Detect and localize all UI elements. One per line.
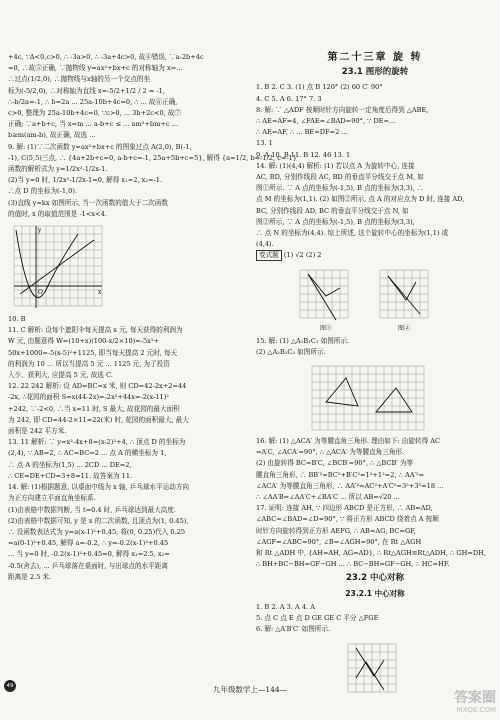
text-line: ∠ABC=∠BAD=∠D=90°, ∵ 将正方形 ABCD 绕着点 A 按顺 <box>256 515 439 524</box>
text-line: AC, BD, 分别作线段 AC, BD 的垂直平分线交于点 M, 如 <box>256 173 424 182</box>
text-line: (3)直线 y=kx 如图所示, 当一次函数的值大于二次函数 <box>8 198 168 207</box>
text-line: 10. B <box>8 315 26 324</box>
text-line: 为 242, 即 CD=44-2×11=22(米) 时, 花园的面积最大, 最大 <box>8 415 189 424</box>
page-badge: 49 <box>4 680 16 692</box>
text-line: b≥m(am-b), 故正确, 故选 ... <box>8 131 96 140</box>
text-line: 14. 解: (1)根据题意, 以桌面中线为 x 轴, 乒乓球水平运动方向 <box>8 483 190 492</box>
text-line: 图②所示, ∵ A 点的坐标为(-1,5), B 点的坐标为(3,3), <box>256 217 415 226</box>
text-line: (2) 由旋转得 BC=B′C, ∠BCB′=90°, ∴ △BCB′ 为等 <box>256 459 414 468</box>
text-line: 17. 证明: 连接 AH, ∵ 四边形 ABCD 是正方形, ∴ AB=AD, <box>256 504 433 513</box>
chapter-title: 第二十三章 旋 转 <box>327 52 423 63</box>
watermark-logo <box>406 690 496 718</box>
rotation-figures-svg <box>256 266 494 332</box>
text-line: (4,4). <box>256 240 274 249</box>
text-line: 正确; ∵a+b+c, 当 x=m ... a-b+c ≤ ... am²+bm+c ... <box>8 120 178 129</box>
x-axis-label: x <box>98 289 102 297</box>
section2-title: 23.2 中心对称 <box>346 572 404 583</box>
text-line: +242, ∵-2<0, ∴当 x=11 时, S 最大, 故花园的最大面积 <box>8 404 180 413</box>
text-line: ∴ 设函数表达式为 y=a(x-1)²+0.45, 将(0, 0.25)代入 0.25 <box>8 527 186 536</box>
text-line: (1)由表格中数据判断, 当 t=0.4 时, 乒乓球达到最大高度. <box>8 505 176 514</box>
parabola-curve <box>16 230 78 298</box>
footer-page-label: 九年级数学上—144— <box>212 685 288 694</box>
text-line: ∠AGF=∠ABC=90°, ∠B=∠AGH=90°, 在 Rt △AGH <box>256 537 422 546</box>
answer-lines-b <box>256 436 494 570</box>
watermark-url: MXQE.COM <box>456 706 496 714</box>
answer-lines-c <box>256 602 494 636</box>
text-line: 点 M 的坐标为(1,1). (2) 如图②所示, 点 A 的对应点为 D 时, 连接 AD, <box>256 195 465 204</box>
text-line: (2)由表格中数据可知, y 是 x 的二次函数, 且顶点为(1, 0.45), <box>8 516 189 525</box>
text-line: 1. B 2. C 3. (1) 点 B 120° (2) 60 C′ 90° <box>256 83 383 92</box>
left-lines-part2 <box>8 314 248 583</box>
text-line: 50x+1000=-5(x-5)²+1125, 即当每天提高 2 元时, 每天 <box>8 348 178 357</box>
text-line: 11. C 解析: 设每个遮阳伞每天提高 x 元, 每天获得的利润为 <box>8 326 183 335</box>
text-line: 面积是 242 平方米. <box>8 427 67 436</box>
text-line: ∴-b/2a=-1, ∴ b=2a ... 25a-10b+4c=0, ∴ ... 故⑥正确, <box>8 97 178 106</box>
text-line: ∴ 点 N 的坐标为(4,4). 综上所述, 这个旋转中心的坐标为(1,1) 或 <box>256 229 449 238</box>
text-line: 图①所示. ∵ A 点的坐标为(-1,5), B 点的坐标为(3,3), ∴ <box>256 184 424 193</box>
text-line: ∴ ∠AA′B=∠AA′C+∠BA′C ... 所以 AB=√20 ... <box>256 493 400 502</box>
text-line: BC, 分别作线段 AD, BC 的垂直平分线交于点 N, 如 <box>256 206 409 215</box>
q15-line: 15. 解: (1) △A₁B₁C₁ 如图所示. <box>256 336 350 345</box>
text-line: ∴ CE=DE+CD=3+8=11. 故答案为 11. <box>8 471 133 480</box>
text-line: 4. C 5. A 6. 17° 7. 3 <box>256 94 322 103</box>
q15-triangle-2 <box>376 388 412 412</box>
text-line: 12. 22 242 解析: 设 AD=BC=x 米, 则 CD=42-2x+2=44 <box>8 382 187 391</box>
q15-figure <box>256 362 494 432</box>
text-line: ∠ACA′ 为等腰直角三角形, ∴ AA′²=AC²+A′C²=3²+3²=18 ... <box>256 481 444 490</box>
text-line: ∴ AE=AF, ∴ ... BE=DF=2 ... <box>256 128 348 137</box>
text-line: 5. 点 C 点 E 点 D GE GE C 平分 △FGE <box>256 614 379 623</box>
text-line: ∴点 D 的坐标为(-1,0). <box>8 187 77 196</box>
parabola-graph <box>8 224 104 310</box>
subsection-title: 23.2.1 中心对称 <box>345 588 405 598</box>
text-line: 13. 11 解析: ∵ y=x²-4x+8=(x-2)²+4, ∴ 顶点 D 的坐标为 <box>8 438 186 447</box>
variant-question-line <box>256 250 494 261</box>
text-line: 的利润为 10 ... 所以当提高 5 元 ... 1125 元, 为了投资 <box>8 359 170 368</box>
origin-label: O <box>38 289 43 297</box>
text-line: c>0, 整理为 25a-10b+4c=0, ∵c>0, ... 3b+2c<0, 故⑦ <box>8 109 182 118</box>
text-line: 标为(-5/2,0), ∴对称轴为直线 x=-5/2+1/2 / 2 = -1, <box>8 86 165 95</box>
text-line: (2)当 y=0 时, 1/2x²-1/2x-1=0, 解得 x₁=2, x₂=-1. <box>8 176 163 185</box>
text-line: ∴ BH+BC−BH=GF−GH ... ∴ BC−BH=GF−GH, ∴ HC=HF. <box>256 560 450 569</box>
text-line: (2,4), ∵ AB=2, ∴ AC=BC=2 ... 点 A 的横坐标为 1, <box>8 449 167 458</box>
q15-grid-svg <box>256 362 494 432</box>
text-line: W 元, 由题意得 W=(10+x)(100-x/2×10)=-5x²+ <box>8 337 160 346</box>
text-line: 入少、获利大, 应提高 5 元, 故选 C. <box>8 371 113 380</box>
text-line: -1), C(5,5)三点, ∴ {4a+2b+c=0, a-b+c=-1, 25a+5b+c=5}, 解得 {a=1/2, b=-1/2, c=-1} <box>8 153 298 162</box>
text-line: 为正方向建立平面直角坐标系. <box>8 494 96 503</box>
text-line: 腰直角三角形, ∴ BB′²=BC²+B′C²=1²+1²=2, ∴ AA′²= <box>256 470 425 479</box>
section-title: 23.1 图形的旋转 <box>341 67 409 78</box>
text-line: 9. A 10. B 11. B 12. 46 13. 1 <box>256 150 351 159</box>
text-line: 的值时, x 的取值范围是 -1<x<4. <box>8 209 107 218</box>
fig2-caption: 图② <box>398 324 411 332</box>
answer-lines-a <box>256 82 494 250</box>
text-line: 函数的解析式为 y=1/2x²-1/2x-1. <box>8 165 108 174</box>
parabola-figure <box>8 224 248 310</box>
text-line: 14. 解: (1)(4,4) 解析: (1) 若以点 A 为旋转中心, 连接 <box>256 161 415 170</box>
text-line: =0, ∴故⑤正确, ∵抛物线 y=ax²+bx+c 的对称轴为 x=... <box>8 64 183 73</box>
text-line: =A′C, ∠ACA′=90°, ∴ △ACA′ 为等腰直角三角形. <box>256 448 405 457</box>
variant-answer: (1) √2 (2) 2 <box>283 251 322 260</box>
text-line: ∴ 点 A 的坐标为(1,5) ... 2CD ... DE=2, <box>8 460 132 469</box>
text-line: 和 Rt △ADH 中, {AH=AH, AG=AD}, ∴ Rt△AGH≌Rt△ADH, ∴ GH=DH, <box>256 549 486 558</box>
text-line: ... 当 y=0 时, -0.2(x-1)²+0.45=0, 解得 x₁=2.5, x₂= <box>8 550 170 559</box>
text-line: 8. 解: ∵ △ADF 按顺时针方向旋转一定角度后得到 △ABE, <box>256 105 429 114</box>
text-line: +4c, ∵Δ<0,c>0, ∴ -3a>0, ∴ -3a+4c>0, 故④错误, ∵a-2b+4c <box>8 53 204 61</box>
text-line: 6. 解: △A′B′C′ 如图所示. <box>256 625 331 634</box>
text-line: =a(0-1)²+0.45, 解得 a=-0.2, ∴ y=-0.2(x-1)²+0.45 <box>8 539 169 548</box>
right-column <box>256 52 494 706</box>
text-line: ∴过点(1/2,0), ∴抛物线与x轴的另一个交点的坐 <box>8 75 151 84</box>
watermark-title: 答案圈 <box>454 690 496 706</box>
text-line: 时针方向旋转得到正方形 AEFG, ∴ AB=AG, BC=GF, <box>256 526 416 535</box>
q15-line-2: (2) △A₂B₂C₂ 如图所示. <box>256 347 326 356</box>
y-axis-label: y <box>38 227 42 235</box>
text-line: 13. 1 <box>256 139 273 148</box>
text-line: 距离是 2.5 米. <box>8 572 52 581</box>
text-line: 1. B 2. A 3. A 4. A <box>256 602 315 611</box>
variant-tag: 变式题 <box>256 250 282 261</box>
text-line: ∴ AE=AF=4, ∠FAE=∠BAD=90°, ∵ DE=... <box>256 117 396 126</box>
text-line: 16. 解: (1) △ACA′ 为等腰直角三角形. 理由如下: 由旋转得 AC <box>256 437 441 446</box>
fig1-caption: 图① <box>320 324 333 332</box>
rotation-figures <box>256 266 494 332</box>
text-line: -0.5(舍去), ... 乒乓球落在桌面时, 与出球点的水平距离 <box>8 561 168 570</box>
text-line: 9. 解: (1)∵二次函数 y=ax²+bx+c 的图象过点 A(2,0), B(-1, <box>8 142 192 151</box>
text-line: -2x, ∴花园的面积 S=x(44-2x)=-2x²+44x=-2(x-11)² <box>8 393 169 402</box>
